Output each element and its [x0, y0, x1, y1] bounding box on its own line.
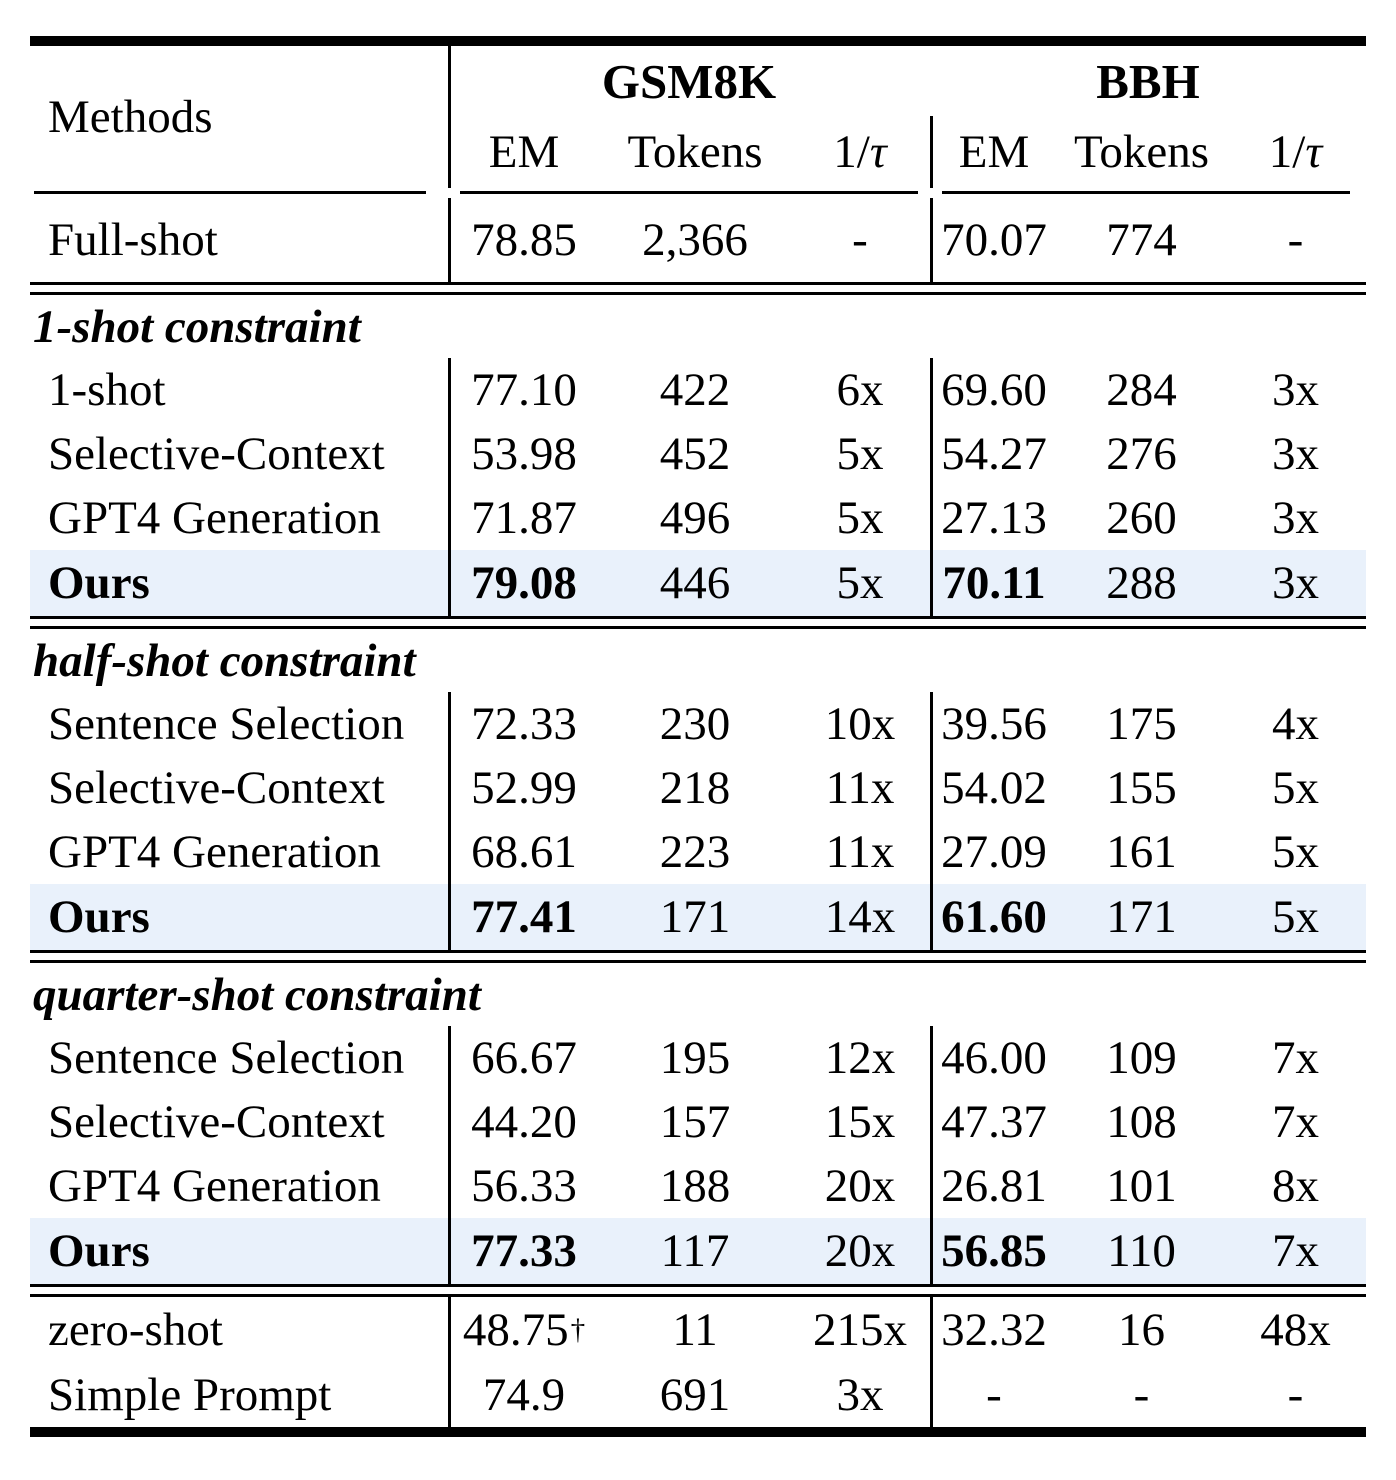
gsm8k-em-cell: 77.10 — [448, 358, 600, 422]
gsm8k-em-cell: 79.08 — [448, 550, 600, 616]
gsm8k-ratio-cell: 215x — [813, 1303, 907, 1356]
gsm8k-ratio-cell: 6x — [836, 364, 884, 416]
table-row — [30, 486, 1366, 550]
method-cell: Ours — [48, 557, 150, 609]
bbh-tokens-cell: 110 — [1107, 1225, 1176, 1277]
gsm8k-tokens-cell: 452 — [659, 428, 731, 480]
method-cell: GPT4 Generation — [48, 1160, 381, 1212]
bbh-em-cell: 56.85 — [930, 1218, 1058, 1284]
section-title-1-shot: 1-shot constraint — [33, 300, 361, 353]
gsm8k-tokens-cell: 188 — [659, 1160, 731, 1212]
table-row — [30, 358, 1366, 422]
table-row-zero-shot — [30, 1297, 1366, 1362]
gsm8k-tokens-cell: 157 — [659, 1096, 731, 1148]
gsm8k-em-cell: 77.41 — [448, 884, 600, 950]
bbh-em-cell: 54.27 — [930, 422, 1058, 486]
header-midrules — [30, 188, 1366, 198]
method-cell: Selective-Context — [48, 1096, 385, 1148]
gsm8k-tokens-cell: 223 — [659, 826, 731, 878]
gsm8k-subheader-row — [448, 116, 930, 188]
bbh-tokens-cell: 284 — [1106, 364, 1177, 416]
table-header — [30, 46, 1366, 188]
bbh-ratio-cell: 7x — [1272, 1032, 1319, 1084]
method-cell: GPT4 Generation — [48, 492, 381, 544]
gsm8k-em-cell: 68.61 — [448, 820, 600, 884]
bbh-tokens-cell: 276 — [1106, 428, 1177, 480]
gsm8k-tokens-cell: 171 — [659, 891, 731, 943]
method-cell: Sentence Selection — [48, 698, 405, 750]
bbh-ratio-cell: 7x — [1272, 1225, 1319, 1277]
gsm8k-ratio-cell: 5x — [836, 492, 884, 544]
bottom-rule — [30, 1427, 1366, 1437]
bbh-ratio-cell: 5x — [1272, 891, 1319, 943]
gsm8k-em-cell: 44.20 — [448, 1090, 600, 1154]
method-cell: zero-shot — [48, 1303, 223, 1356]
gsm8k-ratio-cell: 10x — [824, 698, 896, 750]
table-row-simple-prompt — [30, 1362, 1366, 1427]
bbh-ratio-header — [1225, 116, 1366, 188]
bbh-tokens-cell: 175 — [1106, 698, 1177, 750]
table-row — [30, 756, 1366, 820]
bbh-ratio-cell: 3x — [1272, 492, 1319, 544]
bbh-tokens-cell: 108 — [1106, 1096, 1177, 1148]
bbh-ratio-cell: 5x — [1272, 762, 1319, 814]
gsm8k-ratio-cell: 5x — [836, 428, 884, 480]
ratio-prefix: 1/ — [1268, 126, 1306, 178]
bbh-midrule — [942, 191, 1350, 194]
section-divider — [30, 1284, 1366, 1297]
table-row — [30, 1154, 1366, 1218]
gsm8k-ratio-cell: 15x — [824, 1096, 896, 1148]
method-cell: Ours — [48, 1225, 150, 1277]
bbh-tokens-cell: 288 — [1106, 557, 1177, 609]
ratio-prefix: 1/ — [833, 126, 870, 178]
bbh-ratio-cell: 3x — [1272, 557, 1319, 609]
bbh-em-cell: 61.60 — [930, 884, 1058, 950]
em-value: 48.75 — [462, 1303, 569, 1356]
bbh-em-cell: 32.32 — [930, 1297, 1058, 1362]
gsm8k-em-cell: 53.98 — [448, 422, 600, 486]
gsm8k-tokens-cell: 691 — [659, 1368, 731, 1421]
section-divider — [30, 950, 1366, 963]
method-cell: Sentence Selection — [48, 1032, 405, 1084]
methods-header-cell — [30, 46, 448, 188]
bbh-ratio-cell: 8x — [1272, 1160, 1319, 1212]
gsm8k-tokens-cell: 422 — [659, 364, 731, 416]
bbh-tokens-cell: 16 — [1118, 1303, 1165, 1356]
bbh-tokens-cell: 109 — [1106, 1032, 1177, 1084]
bbh-ratio-cell: 48x — [1260, 1303, 1331, 1356]
bbh-em-cell: 70.07 — [930, 198, 1058, 282]
method-cell: Full-shot — [48, 214, 218, 266]
bbh-ratio-cell: 7x — [1272, 1096, 1319, 1148]
gsm8k-em-cell: 77.33 — [448, 1218, 600, 1284]
gsm8k-ratio-cell: 20x — [824, 1225, 896, 1277]
bbh-ratio-cell: - — [1287, 214, 1304, 266]
gsm8k-ratio-cell: 11x — [825, 826, 895, 878]
table-row-ours — [30, 884, 1366, 950]
bbh-tokens-cell: 774 — [1106, 214, 1177, 266]
method-cell: Ours — [48, 891, 150, 943]
gsm8k-tokens-cell: 11 — [672, 1303, 718, 1356]
table-row — [30, 692, 1366, 756]
gsm8k-em-cell: 72.33 — [448, 692, 600, 756]
bbh-em-cell: 46.00 — [930, 1026, 1058, 1090]
bbh-ratio-cell: 4x — [1272, 698, 1319, 750]
method-cell: GPT4 Generation — [48, 826, 381, 878]
methods-header-label: Methods — [48, 91, 213, 143]
bbh-em-cell: 47.37 — [930, 1090, 1058, 1154]
tau-symbol: τ — [869, 126, 887, 178]
table-row-ours — [30, 1218, 1366, 1284]
gsm8k-em-header: EM — [488, 126, 560, 178]
gsm8k-ratio-cell: 11x — [825, 762, 895, 814]
gsm8k-tokens-cell: 230 — [659, 698, 731, 750]
section-title-half-shot: half-shot constraint — [33, 634, 416, 687]
methods-midrule — [34, 191, 426, 194]
bbh-header-cell — [930, 46, 1366, 188]
gsm8k-ratio-cell: 3x — [836, 1368, 884, 1421]
section-divider — [30, 616, 1366, 629]
bbh-em-cell: 27.09 — [930, 820, 1058, 884]
table-row — [30, 422, 1366, 486]
table-row-full-shot — [30, 198, 1366, 282]
gsm8k-em-cell: 52.99 — [448, 756, 600, 820]
bbh-tokens-cell: 155 — [1106, 762, 1177, 814]
results-table — [30, 36, 1366, 1437]
bbh-subheader-row — [930, 116, 1366, 188]
bbh-ratio-cell: 3x — [1272, 428, 1319, 480]
table-row — [30, 820, 1366, 884]
bbh-tokens-cell: 101 — [1106, 1160, 1177, 1212]
section-title-quarter-shot: quarter-shot constraint — [33, 968, 481, 1021]
bbh-em-cell: 54.02 — [930, 756, 1058, 820]
bbh-em-cell: 26.81 — [930, 1154, 1058, 1218]
table-row — [30, 1090, 1366, 1154]
gsm8k-tokens-cell: 446 — [659, 557, 731, 609]
gsm8k-em-cell: 74.9 — [448, 1362, 600, 1427]
method-cell: Selective-Context — [48, 428, 385, 480]
gsm8k-tokens-cell: 218 — [659, 762, 731, 814]
gsm8k-group-label: GSM8K — [601, 53, 777, 109]
bbh-ratio-cell: 5x — [1272, 826, 1319, 878]
bbh-em-cell: 39.56 — [930, 692, 1058, 756]
gsm8k-em-cell: 71.87 — [448, 486, 600, 550]
bbh-em-cell: 70.11 — [930, 550, 1058, 616]
bbh-tokens-cell: 260 — [1106, 492, 1177, 544]
gsm8k-header-cell — [448, 46, 930, 188]
tau-symbol: τ — [1305, 126, 1323, 178]
bbh-group-label: BBH — [1096, 53, 1200, 109]
top-rule — [30, 36, 1366, 46]
table-row — [30, 1026, 1366, 1090]
gsm8k-em-cell: 48.75 † — [448, 1297, 600, 1362]
method-cell: Simple Prompt — [48, 1368, 332, 1421]
gsm8k-tokens-cell: 496 — [659, 492, 731, 544]
bbh-em-cell: - — [930, 1362, 1058, 1427]
gsm8k-tokens-cell: 2,366 — [642, 214, 748, 266]
gsm8k-ratio-header — [790, 116, 930, 188]
gsm8k-tokens-cell: 195 — [659, 1032, 731, 1084]
gsm8k-em-cell: 78.85 — [448, 198, 600, 282]
bbh-em-cell: 69.60 — [930, 358, 1058, 422]
section-divider — [30, 282, 1366, 295]
bbh-em-header: EM — [958, 126, 1030, 178]
bbh-ratio-cell: 3x — [1272, 364, 1319, 416]
bbh-tokens-header: Tokens — [1073, 126, 1210, 178]
table-row-ours — [30, 550, 1366, 616]
gsm8k-ratio-cell: 14x — [824, 891, 896, 943]
method-cell: Selective-Context — [48, 762, 385, 814]
bbh-tokens-cell: 171 — [1106, 891, 1177, 943]
bbh-em-cell: 27.13 — [930, 486, 1058, 550]
gsm8k-midrule — [460, 191, 918, 194]
gsm8k-ratio-cell: 5x — [836, 557, 884, 609]
gsm8k-ratio-cell: 20x — [824, 1160, 896, 1212]
gsm8k-ratio-cell: 12x — [824, 1032, 896, 1084]
bbh-tokens-cell: 161 — [1106, 826, 1177, 878]
gsm8k-em-cell: 66.67 — [448, 1026, 600, 1090]
bbh-tokens-cell: - — [1133, 1368, 1150, 1421]
bbh-ratio-cell: - — [1287, 1368, 1304, 1421]
gsm8k-ratio-cell: - — [852, 214, 868, 266]
gsm8k-tokens-header: Tokens — [627, 126, 763, 178]
method-cell: 1-shot — [48, 364, 166, 416]
gsm8k-em-cell: 56.33 — [448, 1154, 600, 1218]
gsm8k-tokens-cell: 117 — [660, 1225, 730, 1277]
